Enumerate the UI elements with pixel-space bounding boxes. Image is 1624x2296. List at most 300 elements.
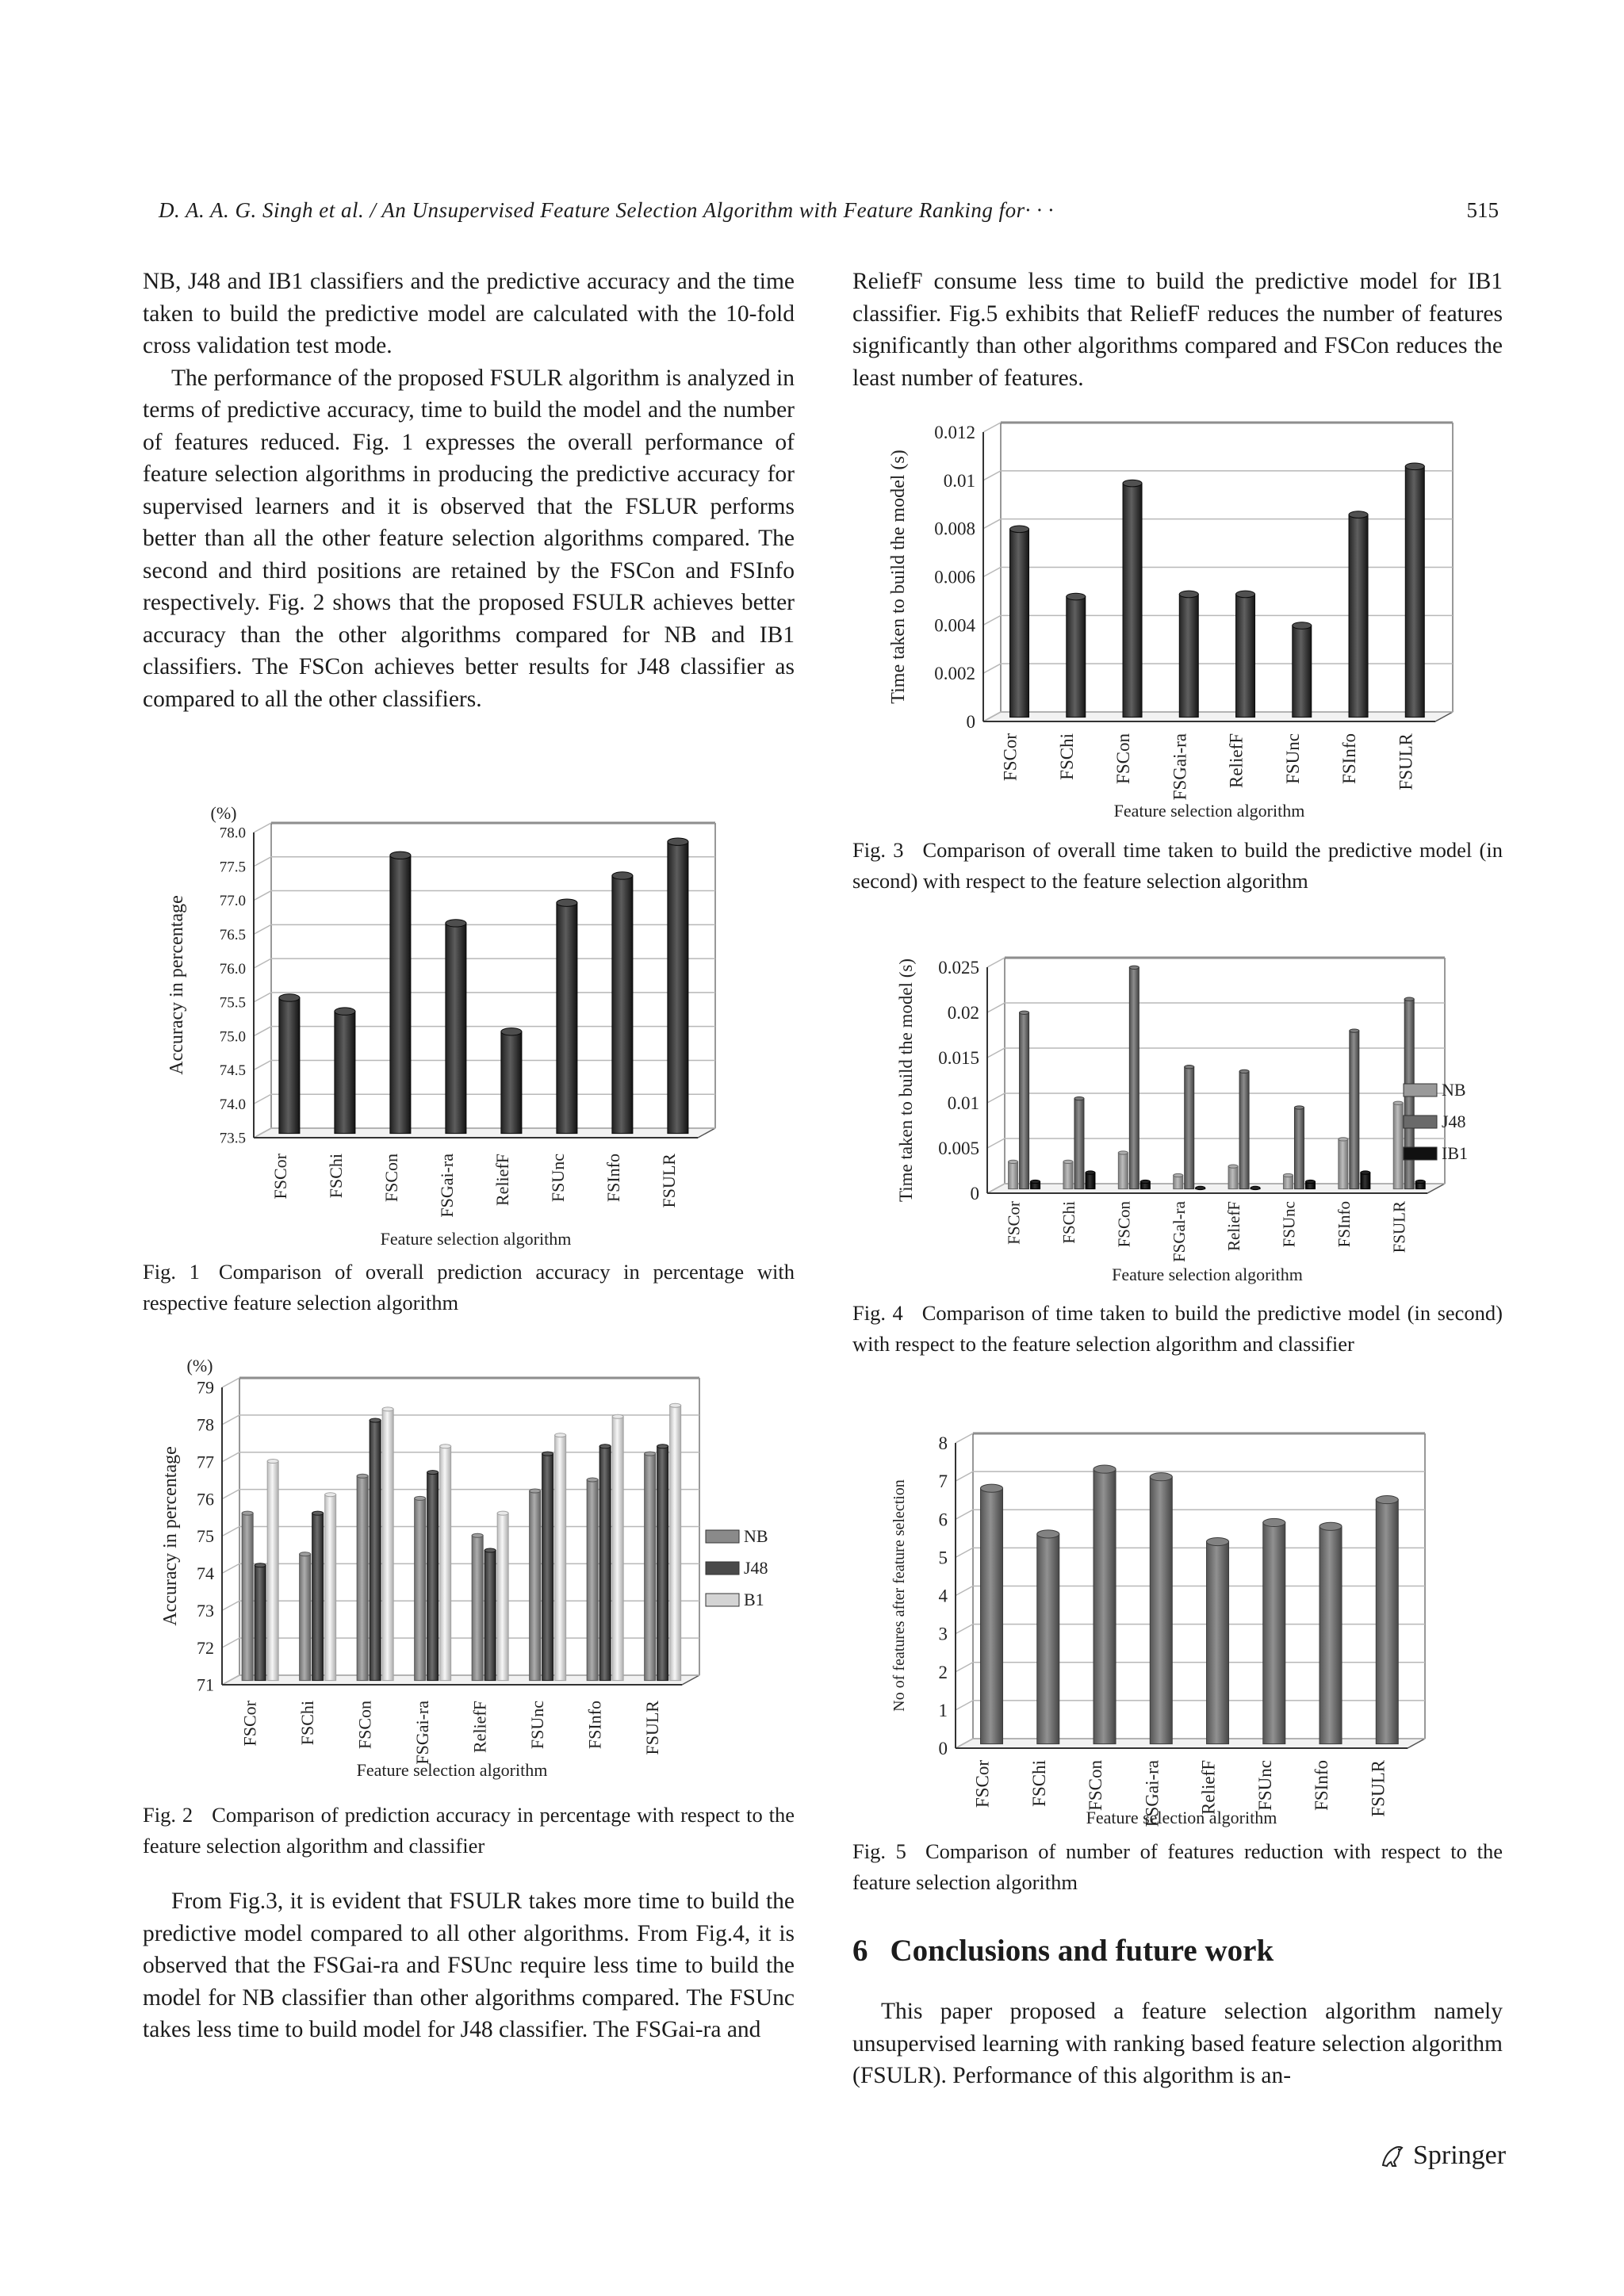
y-unit-label: (%) [210,803,237,823]
bar [1150,1473,1172,1744]
gridline [254,924,715,934]
fig3-svg [880,412,1499,825]
x-category-label: FSULR [1368,1760,1388,1817]
bar-top [1129,966,1139,969]
y-tick-label: 0.002 [934,664,975,684]
gridline [983,423,1453,432]
bar-body [612,1417,623,1681]
bar-body [1020,1012,1029,1188]
gridline [222,1527,699,1536]
gridline [956,1510,1425,1519]
gridline [254,1060,715,1070]
figure-4-caption [852,1298,1503,1360]
bar [1251,1186,1260,1189]
bar-body [279,997,300,1133]
legend-swatch [706,1594,739,1606]
legend-label: NB [744,1526,768,1546]
fig4-svg [888,947,1491,1288]
bar-top [325,1493,336,1497]
bar-top [1404,997,1414,1001]
page-number: 515 [1466,198,1499,222]
x-category-label: FSCor [972,1760,993,1808]
caption-text: Comparison of overall time taken to build the predictive model (in second) with respect to the feature selection algorithm [852,838,1503,893]
x-category-label: FSUnc [1254,1760,1275,1811]
bar-body [657,1446,668,1680]
bar-top [267,1460,278,1464]
bar-body [267,1461,278,1681]
bar-top [1196,1186,1205,1189]
bar-top [1294,1106,1304,1109]
y-axis-label: Accuracy in percentage [167,895,187,1075]
bar [657,1445,668,1681]
bar-top [670,1403,681,1407]
legend-swatch [706,1530,739,1543]
bar-top [981,1484,1003,1492]
y-tick-label: 75.0 [219,1028,246,1046]
gridline [956,1663,1425,1672]
bar-body [1123,484,1142,718]
bar-body [587,1479,598,1680]
right-column-top [852,266,1503,394]
bar [1009,1160,1018,1188]
gridline [956,1433,1425,1443]
y-tick-label: 75 [197,1526,214,1547]
y-tick-label: 76.5 [219,926,246,943]
left-column-top [143,266,795,715]
bar [530,1489,541,1681]
y-tick-label: 73 [197,1600,214,1621]
bar-body [1393,1103,1403,1188]
bar [390,851,411,1133]
x-category-label: FSChi [1028,1760,1049,1807]
bar-body [612,875,633,1133]
y-tick-label: 3 [938,1624,948,1644]
gridline [222,1563,699,1573]
bar-body [1236,594,1255,717]
bar-body [357,1476,368,1681]
x-category-label: FSChi [1056,733,1077,780]
bar-body [1074,1099,1084,1189]
gridline [222,1378,699,1387]
bar-top [1349,511,1368,519]
bar-top [1320,1522,1342,1530]
bar-top [645,1452,656,1456]
bar-top [1031,1180,1040,1183]
y-tick-label: 5 [938,1548,948,1568]
bar-body [1294,1108,1304,1189]
bar-top [1207,1537,1229,1545]
bar-body [1010,529,1029,717]
legend-label: J48 [1442,1112,1466,1131]
y-tick-label: 0.01 [943,470,975,491]
x-category-label: FSCor [270,1154,290,1200]
gridline [254,1094,715,1104]
bar [1293,622,1312,718]
bar-top [1263,1518,1285,1526]
legend-label: J48 [744,1558,768,1578]
y-tick-label: 0 [938,1739,948,1759]
bar-top [497,1511,508,1515]
bar-body [1067,597,1086,718]
legend-swatch [1404,1115,1437,1128]
bar [1118,1151,1128,1189]
bar-body [440,1446,451,1680]
y-tick-label: 0.015 [938,1048,979,1069]
y-tick-label: 4 [938,1586,948,1606]
section-title: Conclusions and future work [890,1934,1274,1968]
x-category-label: FSULR [1396,733,1416,790]
bar-body [1129,967,1139,1188]
bar [1185,1066,1194,1189]
x-category-label: FSGai-ra [437,1154,457,1218]
bar [1236,591,1255,717]
chart-floor [983,712,1453,721]
bar-top [530,1489,541,1493]
x-category-label: FSCon [1086,1760,1106,1811]
bar-body [1063,1161,1073,1188]
bar-body [390,855,411,1134]
bar [587,1478,598,1681]
bar-body [1086,1173,1095,1189]
bar [1067,593,1086,717]
y-tick-label: 1 [938,1700,948,1720]
bar-body [255,1565,266,1680]
bar-top [382,1407,393,1411]
figure-3-chart [880,412,1499,825]
bar-top [1393,1101,1403,1104]
x-axis-label: Feature selection algorithm [1113,801,1305,821]
bar [1129,966,1139,1188]
bar [1349,511,1368,718]
section-number: 6 [852,1934,868,1968]
y-tick-label: 75.5 [219,994,246,1012]
gridline [254,959,715,968]
bar [300,1552,311,1681]
bar-top [1009,1160,1018,1163]
figure-5-caption [852,1836,1503,1898]
x-category-label: ReliefF [1226,733,1247,788]
legend-swatch [1404,1084,1437,1096]
bar-top [446,920,466,927]
bar-top [427,1471,439,1475]
bar-top [501,1028,522,1035]
bar-top [555,1433,566,1437]
x-axis-label: Feature selection algorithm [1112,1265,1303,1284]
bar-top [1405,463,1424,470]
x-category-label: ReliefF [469,1701,490,1753]
x-category-label: FSUnc [527,1701,547,1750]
bar-body [1405,466,1424,717]
bar [1294,1106,1304,1189]
bar [501,1028,522,1134]
x-category-label: FSChi [326,1154,346,1199]
x-category-label: FSUnc [1279,1201,1299,1248]
x-category-label: FSUnc [1282,733,1303,784]
y-axis-label: Accuracy in percentage [160,1446,181,1626]
bar-top [255,1563,266,1567]
x-category-label: ReliefF [1198,1760,1219,1815]
x-category-label: FSGai-ra [1170,733,1190,801]
bar-body [1185,1067,1194,1189]
paragraph: ReliefF consume less time to build the predictive model for IB1 classifier. Fig.5 exhibits that ReliefF reduces the number of features significantly than other algorithms compared and FSCon reduces the least number of features. [852,269,1503,391]
bar-body [668,842,688,1134]
bar-body [427,1472,439,1681]
x-category-label: FSUnc [548,1154,568,1203]
y-tick-label: 72 [197,1637,214,1658]
bar-top [335,1008,355,1015]
gridline [956,1586,1425,1596]
legend-swatch [706,1562,739,1575]
y-unit-label: (%) [186,1356,213,1376]
x-category-label: FSCor [1004,1201,1024,1245]
bar-top [612,1414,623,1418]
bar-top [1179,591,1198,598]
right-column-bottom [852,1996,1503,2092]
fig2-svg [159,1348,793,1784]
x-category-label: FSCor [239,1701,260,1747]
chart-floor [956,1739,1425,1748]
bar-body [485,1551,496,1681]
x-category-label: FSULR [642,1701,662,1755]
figure-label: Fig. 5 [852,1839,906,1863]
bar-top [612,872,633,879]
x-category-label: FSCon [1114,1201,1134,1248]
gridline [987,1003,1445,1012]
y-axis-label: Time taken to build the model (s) [896,958,916,1203]
y-axis-label: No of features after feature selection [891,1479,908,1712]
bar [1350,1029,1359,1189]
bar [1405,463,1424,718]
bar [612,1414,623,1680]
figure-label: Fig. 4 [852,1301,903,1325]
x-category-label: FSInfo [603,1154,623,1203]
bar [1179,591,1198,717]
chart-floor [987,1184,1445,1193]
bar-top [1094,1465,1116,1473]
gridline [956,1701,1425,1710]
y-tick-label: 7 [938,1471,948,1492]
gridline [222,1490,699,1499]
bar [668,838,688,1134]
y-tick-label: 76.0 [219,960,246,978]
x-category-label: FSCon [381,1154,401,1203]
left-column-bottom [143,1885,795,2046]
bar [382,1407,393,1681]
y-tick-label: 78.0 [219,825,246,842]
bar-top [1305,1180,1315,1183]
bar [427,1471,439,1681]
bar-top [300,1552,311,1556]
y-tick-label: 73.5 [219,1130,246,1147]
x-category-label: FSChi [297,1701,317,1746]
bar [1320,1522,1342,1743]
bar-body [335,1012,355,1134]
y-axis-label: Time taken to build the model (s) [888,450,909,704]
y-tick-label: 0.004 [934,615,975,636]
gridline [983,664,1453,673]
bar [1415,1180,1425,1188]
bar-top [357,1474,368,1478]
paragraph: The performance of the proposed FSULR algorithm is analyzed in terms of predictive accuracy, time to build the model and the number of features reduced. Fig. 1 expresses the overall performance of feature selection algorithms in producing the predictive accuracy for supervised learners and it is observed that the FSLUR performs better than all the other feature selection algorithms compared. The second and third positions are retained by the FSCon and FSInfo respectively. Fig. 2 shows that the proposed FSULR achieves better accuracy than the other algorithms compared for NB and IB1 classifiers. The FSCon achieves better results for J48 classifier as compared to all the other classifiers. [143,365,795,712]
x-category-label: FSULR [1389,1201,1409,1253]
bar-body [1228,1166,1238,1189]
bar-body [1150,1477,1172,1744]
bar-body [1009,1161,1018,1188]
bar [1376,1496,1398,1744]
bar [1228,1165,1238,1189]
caption-text: Comparison of prediction accuracy in percentage with respect to the feature selection algorithm and classifier [143,1803,795,1858]
figure-label: Fig. 2 [143,1803,193,1827]
paragraph: From Fig.3, it is evident that FSULR takes more time to build the predictive model compared to all other algorithms. From Fig.4, it is observed that the FSGai-ra and FSUnc require less time to build the model for NB classifier than other algorithms compared. The FSUnc takes less time to build model for J48 classifier. The FSGai-ra and [143,1888,795,2042]
bar-top [440,1445,451,1448]
legend-label: B1 [744,1590,764,1609]
bar-top [485,1548,496,1552]
bar-top [1236,591,1255,598]
section-heading [852,1933,1274,1969]
gridline [983,519,1453,529]
gridline [987,1048,1445,1058]
bar-top [1063,1160,1073,1163]
bar [325,1493,336,1681]
bar [335,1008,355,1134]
bar-top [587,1478,598,1482]
bar-body [1339,1139,1348,1189]
bar-top [1067,593,1086,600]
bar-body [1094,1469,1116,1744]
gridline [983,568,1453,577]
bar-body [300,1554,311,1680]
gridline [254,823,715,832]
y-tick-label: 0.01 [947,1093,979,1114]
bar-top [542,1452,553,1456]
bar-body [1179,594,1198,717]
figure-1-caption [143,1257,795,1318]
bar-top [1339,1138,1348,1141]
bar [242,1511,253,1680]
bar [415,1496,426,1680]
bar-top [1020,1011,1029,1014]
bar-body [382,1409,393,1680]
legend-swatch [1404,1147,1437,1160]
bar-body [501,1031,522,1133]
bar [1305,1180,1315,1188]
bar-top [279,994,300,1001]
bar-body [325,1494,336,1680]
y-tick-label: 0.006 [934,567,975,587]
bar-body [1239,1071,1249,1188]
gridline [983,471,1453,480]
bar [1207,1537,1229,1743]
bar-top [1086,1171,1095,1174]
bar [1010,526,1029,718]
bar-body [1350,1031,1359,1189]
caption-text: Comparison of time taken to build the predictive model (in second) with respect to the feature selection algorithm and classifier [852,1301,1503,1356]
bar [981,1484,1003,1743]
caption-text: Comparison of number of features reduction with respect to the feature selection algorithm [852,1839,1503,1894]
y-tick-label: 77.5 [219,859,246,876]
gridline [222,1601,699,1610]
x-category-label: ReliefF [1224,1201,1244,1251]
gridline [987,1138,1445,1148]
y-tick-label: 2 [938,1662,948,1682]
bar-top [557,899,577,906]
bar-top [390,851,411,859]
bar-top [657,1445,668,1448]
bar-body [242,1513,253,1681]
bar [1196,1186,1205,1189]
bar-top [1376,1496,1398,1504]
x-axis-label: Feature selection algorithm [1086,1808,1277,1827]
y-tick-label: 6 [938,1510,948,1530]
y-tick-label: 0.025 [938,958,979,978]
bar [472,1533,483,1680]
figure-2-caption [143,1800,795,1862]
bar-body [415,1498,426,1681]
caption-text: Comparison of overall prediction accuracy in percentage with respective feature selection algorithm [143,1260,795,1314]
bar [497,1511,508,1680]
y-tick-label: 8 [938,1433,948,1454]
bar [557,899,577,1134]
bar [670,1403,681,1680]
bar-body [670,1406,681,1681]
bar-top [1074,1096,1084,1100]
bar [357,1474,368,1680]
bar [1123,480,1142,717]
bar-top [1123,480,1142,487]
bar [555,1433,566,1681]
y-tick-label: 77 [197,1452,214,1472]
bar-body [1361,1173,1370,1189]
x-category-label: FSInfo [1339,733,1360,784]
y-tick-label: 0 [966,712,975,733]
gridline [956,1548,1425,1557]
bar-body [981,1488,1003,1743]
gridline [956,1624,1425,1634]
y-tick-label: 79 [197,1377,214,1398]
legend-label: NB [1442,1080,1466,1100]
bar [1339,1138,1348,1189]
bar-top [1228,1165,1238,1168]
bar-body [1293,626,1312,718]
y-tick-label: 74 [197,1563,214,1584]
gridline [983,615,1453,625]
bar [1063,1160,1073,1188]
bar-body [1349,515,1368,718]
y-tick-label: 0.005 [938,1138,979,1159]
bar-body [555,1435,566,1680]
bar [279,994,300,1134]
figure-label: Fig. 1 [143,1260,200,1284]
bar [1020,1011,1029,1188]
x-axis-label: Feature selection algorithm [380,1229,572,1249]
bar [1361,1171,1370,1189]
bar [255,1563,266,1681]
gridline [254,857,715,867]
bar-top [1283,1173,1293,1177]
bar-body [1207,1542,1229,1744]
bar [1037,1530,1059,1744]
bar-body [1320,1526,1342,1743]
x-category-label: ReliefF [492,1154,512,1206]
bar-top [1140,1180,1150,1183]
bar-body [472,1536,483,1681]
figure-2-chart [159,1348,793,1784]
x-category-label: FSInfo [584,1701,605,1750]
y-tick-label: 77.0 [219,893,246,910]
x-category-label: FSULR [659,1154,679,1208]
gridline [222,1452,699,1462]
x-axis-label: Feature selection algorithm [356,1760,548,1780]
